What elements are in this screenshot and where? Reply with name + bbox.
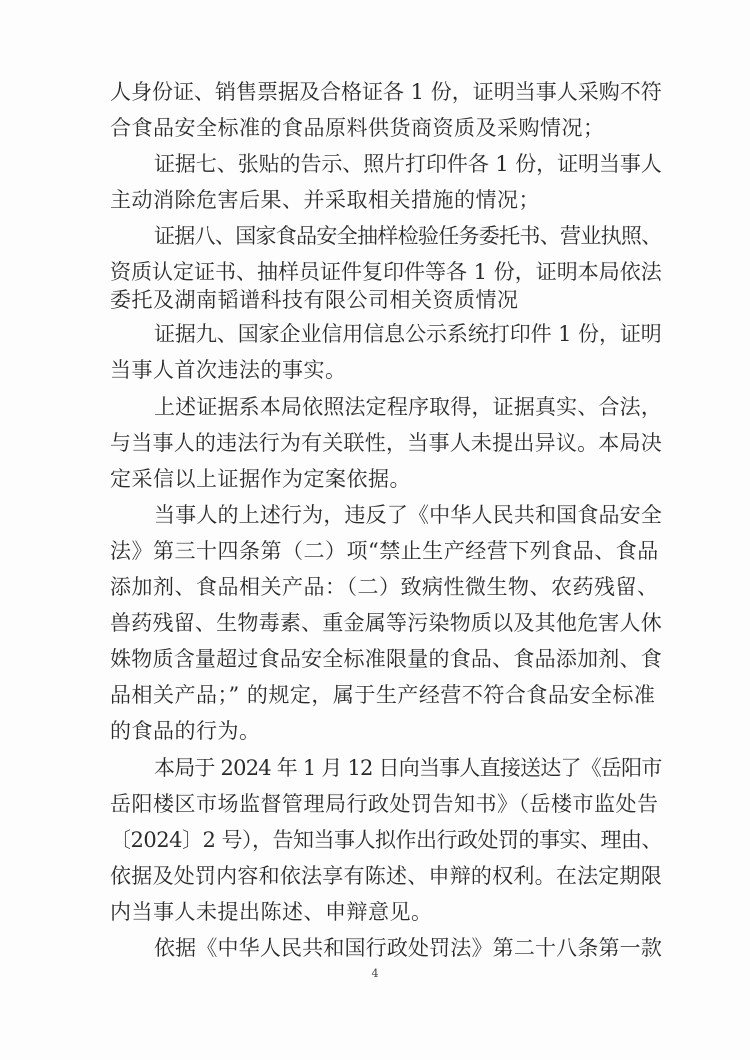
text-line: 内当事人未提出陈述、申辩意见。 xyxy=(110,900,433,924)
text-line: 当事人的上述行为，违反了《中华人民共和国食品安全 xyxy=(154,503,662,527)
text-line: 委托及湖南韬谱科技有限公司相关资质情况 xyxy=(110,288,519,312)
text-line: 与当事人的违法行为有关联性，当事人未提出异议。本局决 xyxy=(110,431,662,455)
text-line: 品相关产品；” 的规定，属于生产经营不符合食品安全标准 xyxy=(110,683,656,707)
text-line: 姝物质含量超过食品安全标准限量的食品、食品添加剂、食 xyxy=(110,647,662,671)
text-line: 依据及处罚内容和依法享有陈述、申辩的权利。在法定期限 xyxy=(110,864,662,888)
text-line: 证据九、国家企业信用信息公示系统打印件 1 份，证明 xyxy=(154,322,662,346)
text-line: 资质认定证书、抽样员证件复印件等各 1 份，证明本局依法 xyxy=(110,260,662,284)
text-line: 添加剂、食品相关产品：（二）致病性微生物、农药残留、 xyxy=(110,575,659,599)
text-line: 法》第三十四条第（二）项“禁止生产经营下列食品、食品 xyxy=(110,539,659,563)
text-line: 岳阳楼区市场监督管理局行政处罚告知书》（岳楼市监处告 xyxy=(110,792,659,816)
text-line: 依据《中华人民共和国行政处罚法》第二十八条第一款 xyxy=(154,936,662,960)
text-line: 证据八、国家食品安全抽样检验任务委托书、营业执照、 xyxy=(154,224,662,248)
text-line: 人身份证、销售票据及合格证各 1 份，证明当事人采购不符 xyxy=(110,80,662,104)
text-line: 当事人首次违法的事实。 xyxy=(110,358,347,382)
text-line: 的食品的行为。 xyxy=(110,719,261,743)
text-line: 合食品安全标准的食品原料供货商资质及采购情况； xyxy=(110,116,605,140)
text-line: 上述证据系本局依照法定程序取得，证据真实、合法， xyxy=(154,395,662,419)
page-number: 4 xyxy=(371,967,379,980)
text-line: 定采信以上证据作为定案依据。 xyxy=(110,467,411,491)
text-line: 主动消除危害后果、并采取相关措施的情况； xyxy=(110,188,540,212)
text-line: 本局于 2024 年 1 月 12 日向当事人直接送达了《岳阳市 xyxy=(154,756,662,780)
text-line: 兽药残留、生物毒素、重金属等污染物质以及其他危害人休 xyxy=(110,611,662,635)
text-line: 证据七、张贴的告示、照片打印件各 1 份，证明当事人 xyxy=(154,152,662,176)
text-line: 〔2024〕2 号），告知当事人拟作出行政处罚的事实、理由、 xyxy=(110,828,662,852)
